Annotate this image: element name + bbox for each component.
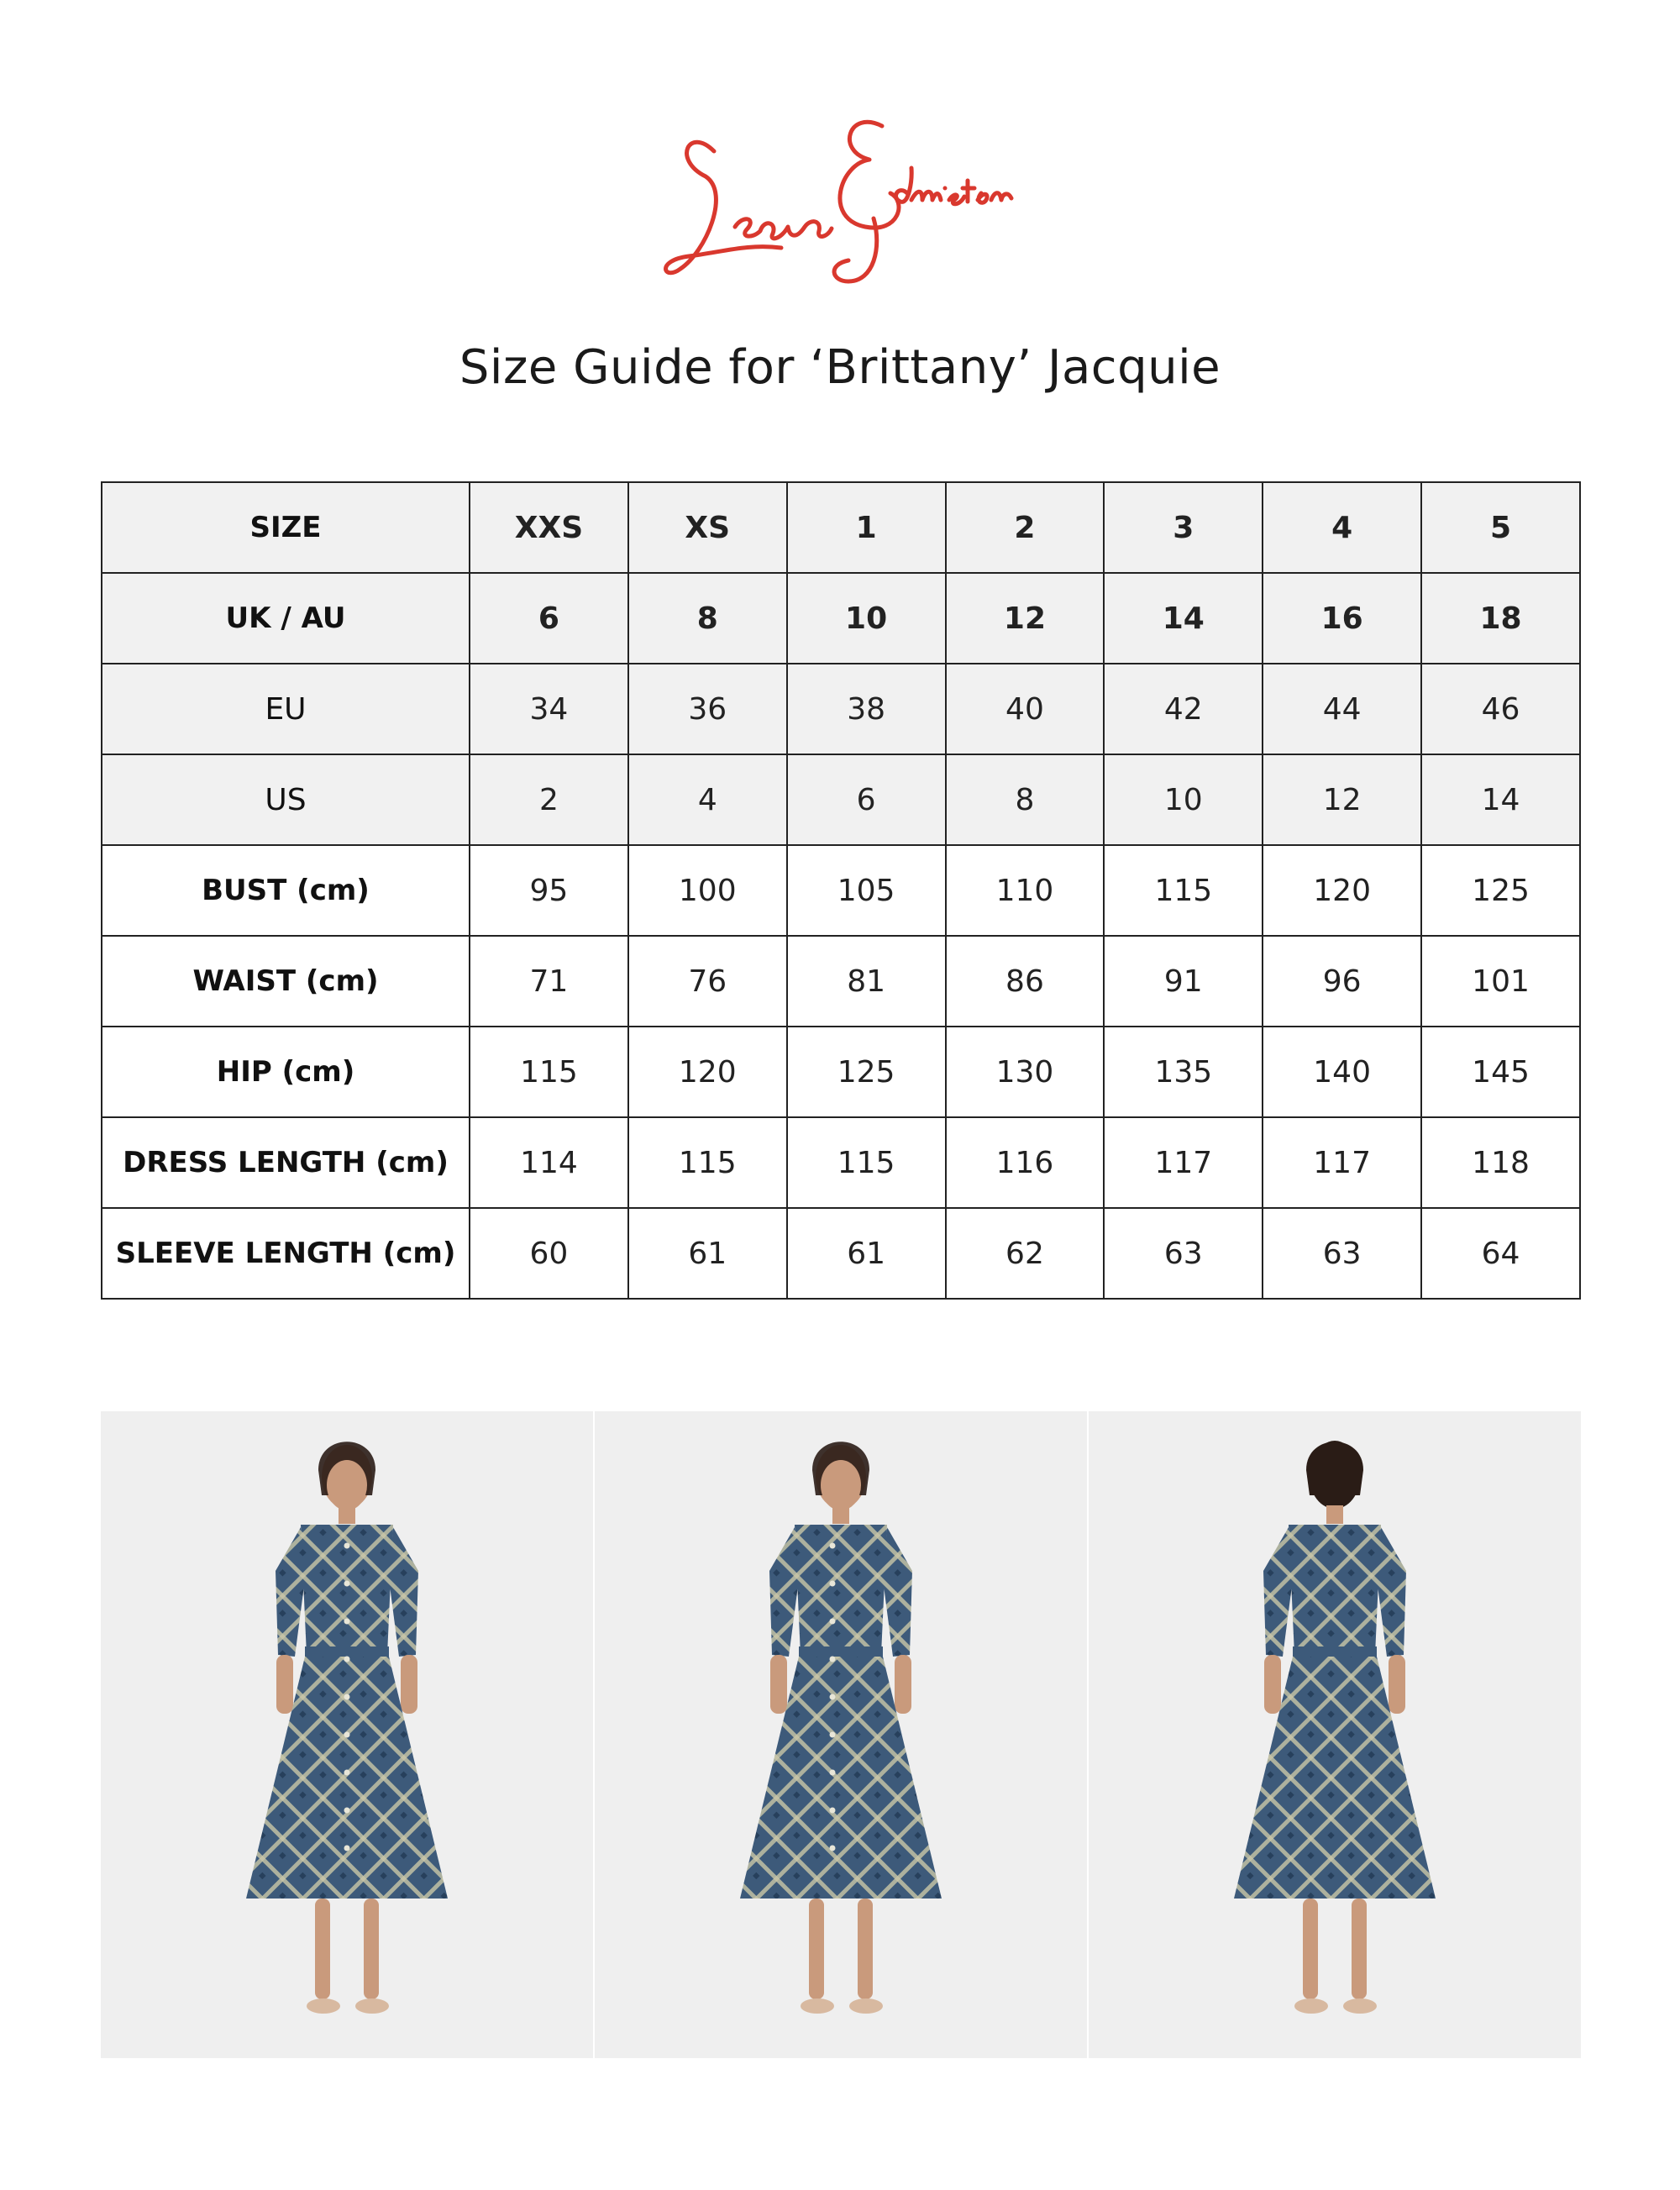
table-row	[102, 573, 1580, 664]
table-cell: 140	[1263, 1027, 1421, 1117]
table-cell: 10	[1104, 754, 1263, 845]
table-cell: 125	[1421, 845, 1580, 936]
table-row	[102, 664, 1580, 754]
table-row	[102, 1208, 1580, 1299]
size-guide-table	[101, 481, 1581, 1300]
table-cell: 61	[787, 1208, 946, 1299]
table-cell: 60	[470, 1208, 628, 1299]
table-cell: 14	[1104, 573, 1263, 664]
table-row	[102, 482, 1580, 573]
row-label: US	[102, 754, 470, 845]
table-cell: 12	[1263, 754, 1421, 845]
page-title: Size Guide for ‘Brittany’ Jacquie	[459, 340, 1221, 395]
table-cell: 117	[1263, 1117, 1421, 1208]
table-cell: 38	[787, 664, 946, 754]
table-cell: 116	[946, 1117, 1105, 1208]
photo-front-view	[101, 1411, 593, 2058]
table-cell: 105	[787, 845, 946, 936]
table-cell: 12	[946, 573, 1105, 664]
table-cell: 110	[946, 845, 1105, 936]
table-cell: 63	[1104, 1208, 1263, 1299]
photo-side-view	[595, 1411, 1087, 2058]
photo-back-view	[1089, 1411, 1581, 2058]
table-cell: 4	[628, 754, 787, 845]
table-cell: 115	[787, 1117, 946, 1208]
table-cell: 4	[1263, 482, 1421, 573]
table-cell: 8	[628, 573, 787, 664]
brand-logo	[655, 101, 1025, 294]
front-model-figure-icon	[101, 1411, 593, 2058]
table-cell: 86	[946, 936, 1105, 1027]
table-cell: 2	[470, 754, 628, 845]
table-cell: 64	[1421, 1208, 1580, 1299]
table-cell: 42	[1104, 664, 1263, 754]
table-cell: 118	[1421, 1117, 1580, 1208]
table-cell: 91	[1104, 936, 1263, 1027]
leona-edmiston-logo-icon	[655, 101, 1025, 294]
table-row	[102, 936, 1580, 1027]
table-cell: 2	[946, 482, 1105, 573]
table-row	[102, 845, 1580, 936]
table-cell: XS	[628, 482, 787, 573]
table-cell: 5	[1421, 482, 1580, 573]
side-model-figure-icon	[595, 1411, 1087, 2058]
table-cell: 95	[470, 845, 628, 936]
table-cell: 117	[1104, 1117, 1263, 1208]
row-label: BUST (cm)	[102, 845, 470, 936]
row-label: EU	[102, 664, 470, 754]
table-cell: 34	[470, 664, 628, 754]
table-cell: 63	[1263, 1208, 1421, 1299]
row-label: SIZE	[102, 482, 470, 573]
table-row	[102, 754, 1580, 845]
table-cell: 120	[1263, 845, 1421, 936]
table-cell: 44	[1263, 664, 1421, 754]
table-cell: 8	[946, 754, 1105, 845]
table-cell: 40	[946, 664, 1105, 754]
row-label: HIP (cm)	[102, 1027, 470, 1117]
table-cell: 36	[628, 664, 787, 754]
table-cell: 14	[1421, 754, 1580, 845]
row-label: DRESS LENGTH (cm)	[102, 1117, 470, 1208]
table-cell: 115	[1104, 845, 1263, 936]
table-cell: 61	[628, 1208, 787, 1299]
table-cell: 1	[787, 482, 946, 573]
table-cell: 6	[470, 573, 628, 664]
table-cell: 96	[1263, 936, 1421, 1027]
row-label: WAIST (cm)	[102, 936, 470, 1027]
table-cell: XXS	[470, 482, 628, 573]
table-cell: 125	[787, 1027, 946, 1117]
table-cell: 101	[1421, 936, 1580, 1027]
table-cell: 114	[470, 1117, 628, 1208]
table-cell: 6	[787, 754, 946, 845]
table-cell: 115	[628, 1117, 787, 1208]
table-cell: 16	[1263, 573, 1421, 664]
table-cell: 18	[1421, 573, 1580, 664]
table-cell: 46	[1421, 664, 1580, 754]
row-label: UK / AU	[102, 573, 470, 664]
table-cell: 71	[470, 936, 628, 1027]
table-cell: 10	[787, 573, 946, 664]
product-photos	[101, 1411, 1581, 2058]
table-row	[102, 1117, 1580, 1208]
table-cell: 100	[628, 845, 787, 936]
table-cell: 135	[1104, 1027, 1263, 1117]
back-model-figure-icon	[1089, 1411, 1581, 2058]
table-cell: 3	[1104, 482, 1263, 573]
table-row	[102, 1027, 1580, 1117]
row-label: SLEEVE LENGTH (cm)	[102, 1208, 470, 1299]
table-cell: 130	[946, 1027, 1105, 1117]
table-cell: 145	[1421, 1027, 1580, 1117]
table-cell: 120	[628, 1027, 787, 1117]
table-cell: 115	[470, 1027, 628, 1117]
table-cell: 76	[628, 936, 787, 1027]
table-cell: 81	[787, 936, 946, 1027]
table-cell: 62	[946, 1208, 1105, 1299]
